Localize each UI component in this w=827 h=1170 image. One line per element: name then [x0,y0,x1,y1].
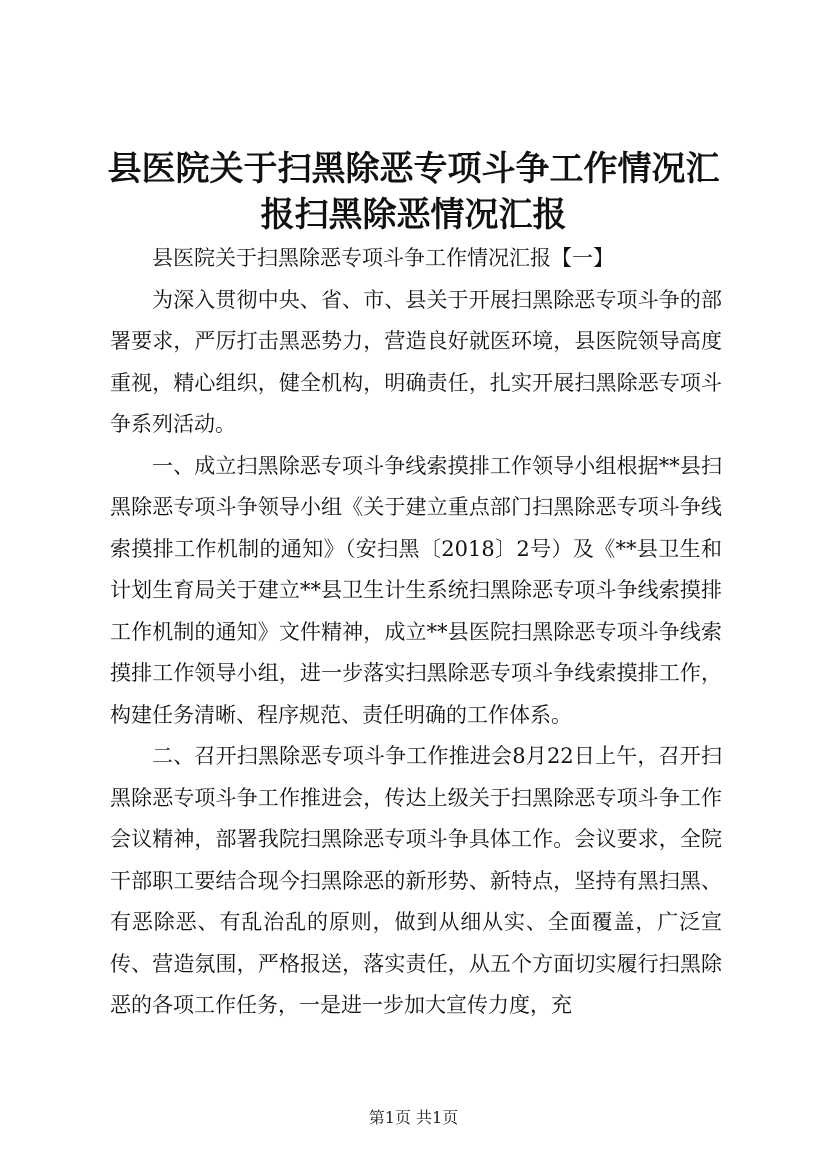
paragraph-intro: 为深入贯彻中央、省、市、县关于开展扫黑除恶专项斗争的部署要求，严厉打击黑恶势力，营造良好就医环境，县医院领导高度重视，精心组织，健全机构，明确责任，扎实开展扫黑除恶专项斗争系列活动。 [110,287,722,436]
page-number-footer: 第1页 共1页 [368,1108,459,1127]
paragraph-subtitle: 县医院关于扫黑除恶专项斗争工作情况汇报【一】 [152,246,614,270]
document-body [110,238,722,1027]
document-title: 县医院关于扫黑除恶专项斗争工作情况汇报扫黑除恶情况汇报 [107,149,720,235]
paragraph-section-two: 二、召开扫黑除恶专项斗争工作推进会8月22日上午，召开扫黑除恶专项斗争工作推进会，传达上级关于扫黑除恶专项斗争工作会议精神，部署我院扫黑除恶专项斗争具体工作。会议要求，全院干部职工要结合现今扫黑除恶的新形势、新特点，坚持有黑扫黑、有恶除恶、有乱治乱的原则，做到从细从实、全面覆盖，广泛宣传、营造氛围，严格报送，落实责任，从五个方面切实履行扫黑除恶的各项工作任务，一是进一步加大宣传力度，充 [110,744,722,1017]
paragraph-section-one: 一、成立扫黑除恶专项斗争线索摸排工作领导小组根据**县扫黑除恶专项斗争领导小组《关于建立重点部门扫黑除恶专项斗争线索摸排工作机制的通知》（安扫黑〔2018〕2号）及《**县卫生和计划生育局关于建立**县卫生计生系统扫黑除恶专项斗争线索摸排工作机制的通知》文件精神，成立**县医院扫黑除恶专项斗争线索摸排工作领导小组，进一步落实扫黑除恶专项斗争线索摸排工作，构建任务清晰、程序规范、责任明确的工作体系。 [110,453,722,727]
